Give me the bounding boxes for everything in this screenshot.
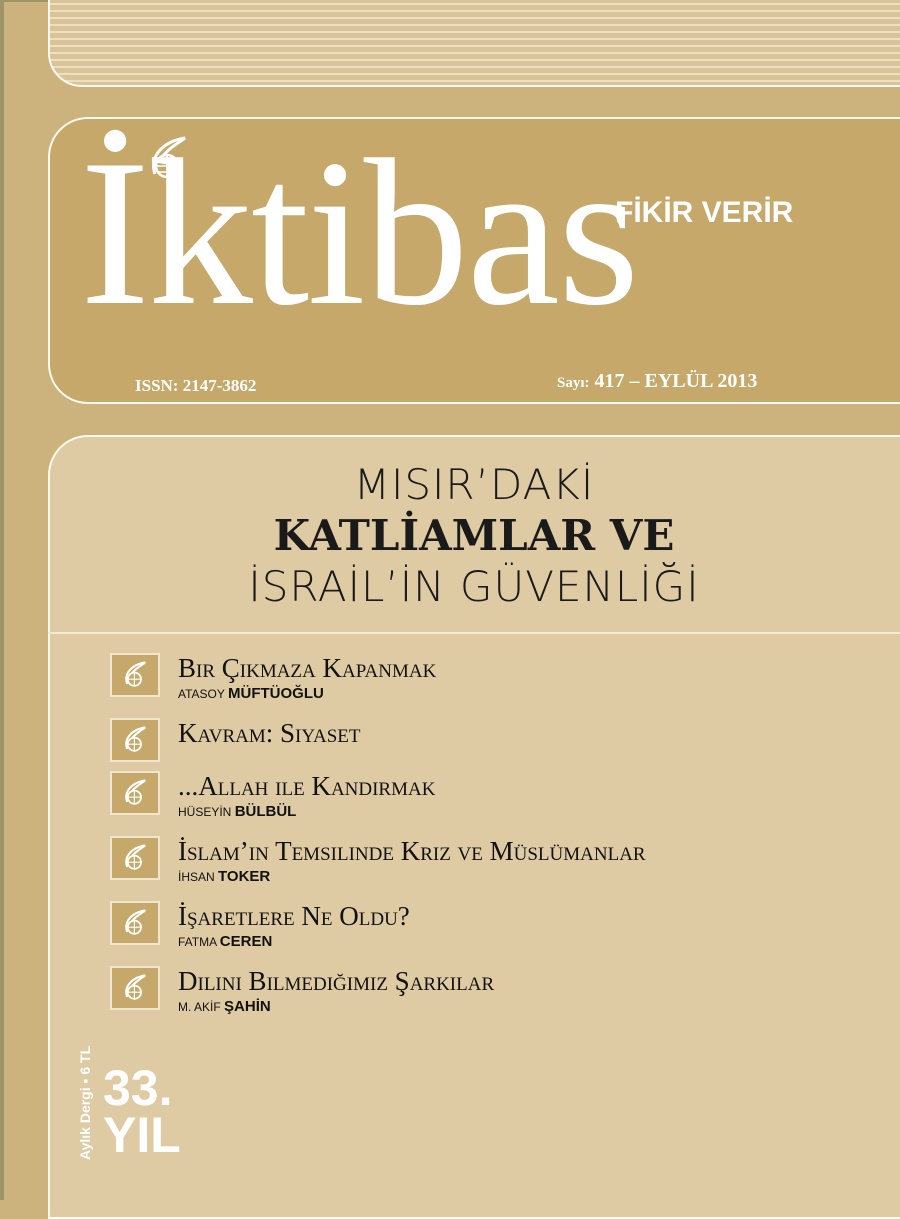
article-author xyxy=(178,933,410,950)
monthly-price-label: Aylık Dergi ▪ 6 TL xyxy=(77,1045,93,1160)
author-first-name: M. AKİF xyxy=(178,1000,221,1014)
article-title: Dilini Bilmediğimiz Şarkılar xyxy=(178,966,495,996)
magazine-title: İktibas xyxy=(80,117,638,349)
headline-line-1: MISIR’DAKİ xyxy=(353,460,595,509)
issue-number-date: 417 – EYLÜL 2013 xyxy=(594,370,758,392)
article-title: Kavram: Siyaset xyxy=(178,718,361,748)
issn: ISSN: 2147-3862 xyxy=(135,376,257,395)
quill-globe-icon xyxy=(110,966,160,1010)
article-author xyxy=(178,998,494,1015)
article-item xyxy=(110,771,646,836)
article-title: İşaretlere Ne Oldu? xyxy=(178,901,410,931)
headline-line-3: İSRAİL’İN GÜVENLİĞİ xyxy=(248,562,700,611)
author-last-name: CEREN xyxy=(219,933,273,950)
quill-globe-icon xyxy=(110,718,160,762)
article-item xyxy=(110,653,646,718)
article-item xyxy=(110,718,646,771)
article-item xyxy=(110,966,646,1031)
cover-headline xyxy=(48,460,900,612)
article-author xyxy=(178,685,436,702)
author-first-name: İHSAN xyxy=(178,870,215,884)
article-title: İslam’ın Temsilinde Kriz ve Müslümanlar xyxy=(178,836,646,866)
author-last-name: TOKER xyxy=(218,868,271,885)
divider xyxy=(48,632,900,634)
article-item xyxy=(110,901,646,966)
article-author xyxy=(178,868,646,885)
author-last-name: MÜFTÜOĞLU xyxy=(228,685,324,702)
issue-prefix: Sayı: xyxy=(557,375,590,391)
author-first-name: FATMA xyxy=(178,935,217,949)
left-edge xyxy=(0,0,4,1200)
quill-globe-icon xyxy=(110,901,160,945)
headline-line-2: KATLİAMLAR VE xyxy=(273,511,675,560)
article-title: ...Allah ile Kandırmak xyxy=(178,771,436,801)
article-list xyxy=(110,653,646,1031)
tagline: FİKİR VERİR xyxy=(615,196,794,229)
quill-globe-icon xyxy=(110,653,160,697)
anniversary-number: 33. xyxy=(103,1060,173,1116)
author-last-name: ŞAHİN xyxy=(224,998,271,1015)
article-item xyxy=(110,836,646,901)
anniversary-badge xyxy=(103,1060,181,1163)
article-author xyxy=(178,803,435,820)
author-last-name: BÜLBÜL xyxy=(234,803,297,820)
quill-globe-icon xyxy=(110,771,160,815)
article-title: Bir Çıkmaza Kapanmak xyxy=(178,653,437,683)
author-first-name: HÜSEYİN xyxy=(178,805,232,819)
issue-info xyxy=(557,370,757,393)
quill-globe-icon xyxy=(110,836,160,880)
author-first-name: ATASOY xyxy=(178,687,225,701)
anniversary-word: YIL xyxy=(103,1107,181,1163)
top-striped-panel xyxy=(48,0,900,87)
